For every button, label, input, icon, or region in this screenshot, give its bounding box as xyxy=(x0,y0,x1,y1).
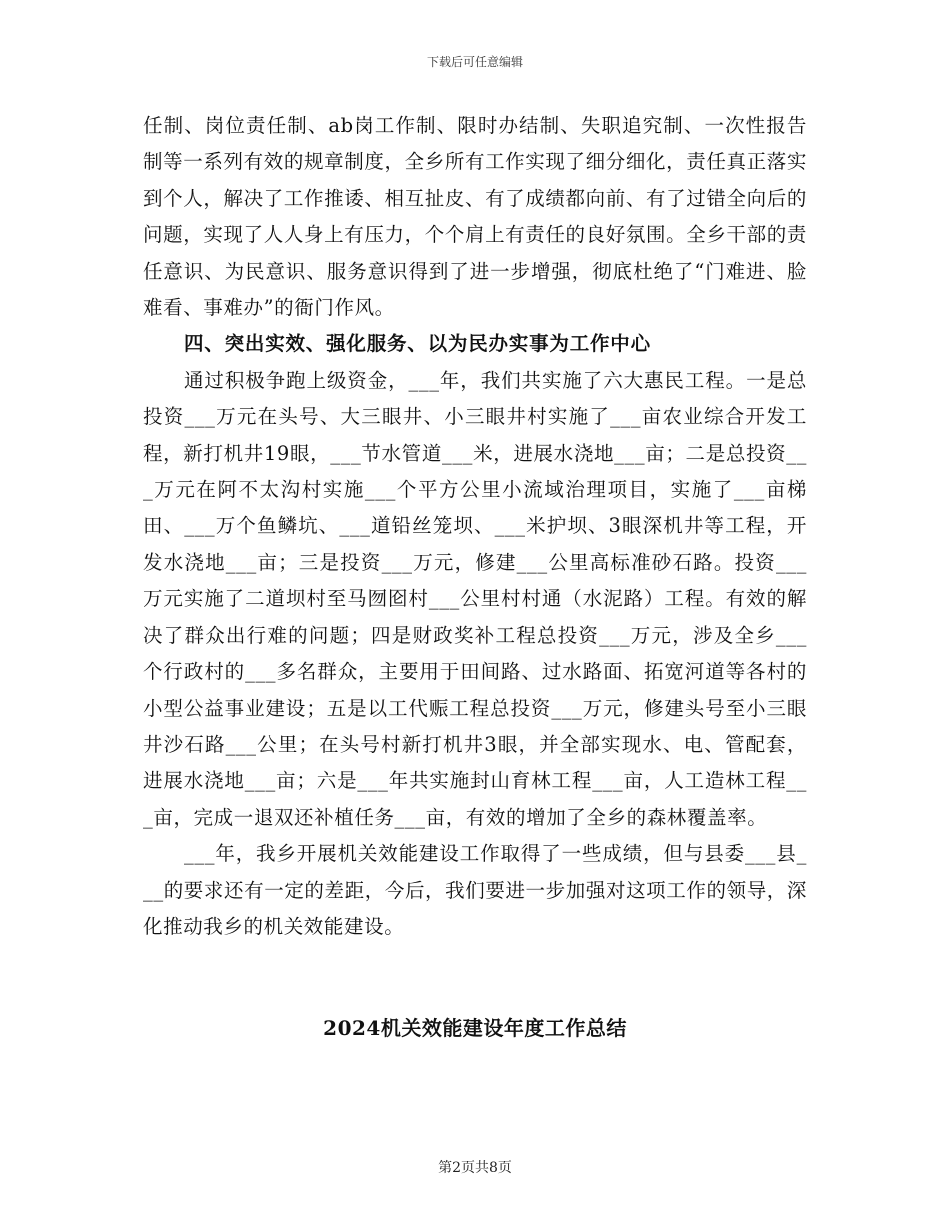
paragraph-continued: 任制、岗位责任制、ab岗工作制、限时办结制、失职追究制、一次性报告制等一系列有效的规章制度，全乡所有工作实现了细分细化，责任真正落实到个人，解决了工作推诿、相互扯皮、有了成绩都向前、有了过错全向后的问题，实现了人人身上有压力，个个肩上有责任的良好氛围。全乡干部的责任意识、为民意识、服务意识得到了进一步增强，彻底杜绝了“门难进、脸难看、事难办”的衙门作风。 xyxy=(143,114,807,320)
document-body xyxy=(143,108,807,945)
paragraph-projects: 通过积极争跑上级资金，___年，我们共实施了六大惠民工程。一是总投资___万元在头号、大三眼井、小三眼井村实施了___亩农业综合开发工程，新打机井19眼，___节水管道___米，进展水浇地___亩；二是总投资___万元在阿不太沟村实施___个平方公里小流域治理项目，实施了___亩梯田、___万个鱼鳞坑、___道铅丝笼坝、___米护坝、3眼深机井等工程，开发水浇地___亩；三是投资___万元，修建___公里高标准砂石路。投资___万元实施了二道坝村至马囫囵村___公里村村通（水泥路）工程。有效的解决了群众出行难的问题；四是财政奖补工程总投资___万元，涉及全乡___个行政村的___多名群众，主要用于田间路、过水路面、拓宽河道等各村的小型公益事业建设；五是以工代赈工程总投资___万元，修建头号至小三眼井沙石路___公里；在头号村新打机井3眼，并全部实现水、电、管配套，进展水浇地___亩；六是___年共实施封山育林工程___亩，人工造林工程___亩，完成一退双还补植任务___亩，有效的增加了全乡的森林覆盖率。 xyxy=(143,368,807,829)
section-heading-4: 四、突出实效、强化服务、以为民办实事为工作中心 xyxy=(184,332,651,356)
paragraph-conclusion: ___年，我乡开展机关效能建设工作取得了一些成绩，但与县委___县___的要求还有一定的差距，今后，我们要进一步加强对这项工作的领导，深化推动我乡的机关效能建设。 xyxy=(143,842,807,938)
next-document-title: 2024机关效能建设年度工作总结 xyxy=(323,1016,627,1040)
page-number-footer: 第2页共8页 xyxy=(438,1160,512,1176)
page-header-note: 下载后可任意编辑 xyxy=(426,55,523,69)
